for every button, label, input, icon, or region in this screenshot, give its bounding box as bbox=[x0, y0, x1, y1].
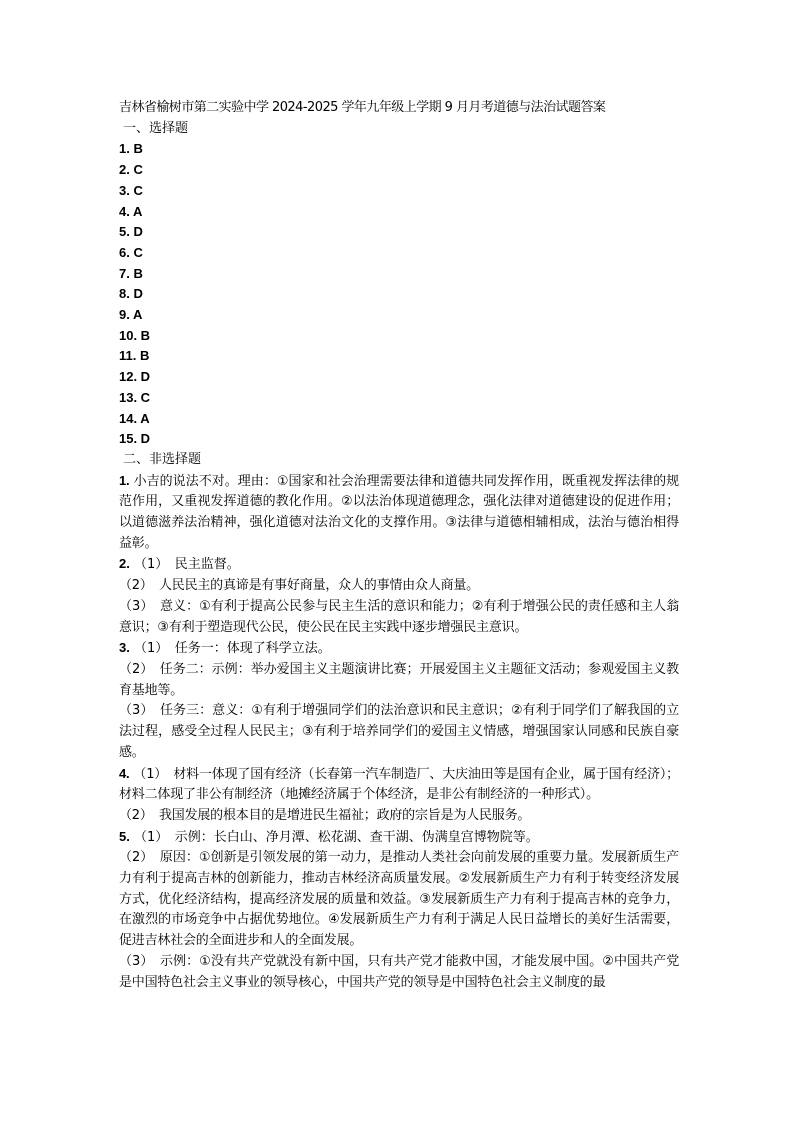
section-heading-nonchoice: 二、非选择题 bbox=[123, 451, 202, 467]
choice-answer: 7. B bbox=[119, 265, 143, 281]
answer-text: 小吉的说法不对。理由：①国家和社会治理需要法律和道德共同发挥作用，既重视发挥法律的规范作用，又重视发挥道德的教化作用。②以法治体现道德理念，强化法律对道德建设的促进作用；以道德滋养法治精神，强化道德对法治文化的支撑作用。③法律与道德相辅相成，法治与德治相得益彰。 bbox=[119, 473, 679, 551]
document-title: 吉林省榆树市第二实验中学 2024-2025 学年九年级上学期 9 月月考道德与法治试题答案 bbox=[119, 100, 606, 115]
choice-answer: 10. B bbox=[119, 327, 151, 343]
question-number: 3. bbox=[119, 640, 130, 656]
choice-answer: 3. C bbox=[119, 182, 143, 198]
answer-document bbox=[119, 98, 679, 993]
choice-answer: 12. D bbox=[119, 369, 151, 385]
answer-text: （1） 任务一：体现了科学立法。 bbox=[133, 641, 331, 657]
choice-answer: 14. A bbox=[119, 410, 150, 426]
question-number: 5. bbox=[119, 828, 130, 844]
answer-text: （1） 民主监督。 bbox=[133, 557, 240, 573]
choice-answer: 11. B bbox=[119, 348, 150, 364]
question-2-part-3: （3） 意义：①有利于提高公民参与民主生活的意识和能力；②有利于增强公民的责任感和主人翁意识；③有利于塑造现代公民，使公民在民主实践中逐步增强民主意识。 bbox=[119, 598, 679, 635]
choice-answer: 8. D bbox=[119, 286, 143, 302]
choice-answer: 6. C bbox=[119, 244, 143, 260]
choice-answer-list bbox=[119, 139, 679, 450]
question-5-part-2: （2） 原因：①创新是引领发展的第一动力，是推动人类社会向前发展的重要力量。发展新质生产力有利于提高吉林的创新能力，推动吉林经济高质量发展。②发展新质生产力有利于转变经济发展方式，优化经济结构，提高经济发展的质量和效益。③发展新质生产力有利于提高吉林的竞争力，在激烈的市场竞争中占据优势地位。④发展新质生产力有利于满足人民日益增长的美好生活需要，促进吉林社会的全面进步和人的全面发展。 bbox=[119, 850, 679, 949]
question-3-part-1 bbox=[119, 638, 679, 660]
question-2-part-2: （2） 人民民主的真谛是有事好商量，众人的事情由众人商量。 bbox=[119, 578, 479, 594]
question-4-part-1 bbox=[119, 764, 679, 806]
question-number: 1. bbox=[119, 472, 130, 488]
answer-text: （1） 示例：长白山、净月潭、松花湖、查干湖、伪满皇宫博物院等。 bbox=[133, 829, 539, 845]
question-2-part-1 bbox=[119, 554, 679, 576]
answer-text: （1） 材料一体现了国有经济（长春第一汽车制造厂、大庆油田等是国有企业，属于国有经济）；材料二体现了非公有制经济（地摊经济属于个体经济，是非公有制经济的一种形式）。 bbox=[119, 766, 679, 803]
question-3-part-3: （3） 任务三：意义：①有利于增强同学们的法治意识和民主意识；②有利于同学们了解我国的立法过程，感受全过程人民民主；③有利于培养同学们的爱国主义情感，增强国家认同感和民族自豪感。 bbox=[119, 703, 679, 760]
question-5-part-3: （3） 示例：①没有共产党就没有新中国，只有共产党才能救中国，才能发展中国。②中国共产党是中国特色社会主义事业的领导核心，中国共产党的领导是中国特色社会主义制度的最 bbox=[119, 953, 679, 990]
question-4-part-2: （2） 我国发展的根本目的是增进民生福祉；政府的宗旨是为人民服务。 bbox=[119, 807, 531, 823]
choice-answer: 5. D bbox=[119, 224, 143, 240]
question-number: 2. bbox=[119, 556, 130, 572]
section-heading-choice: 一、选择题 bbox=[123, 120, 189, 136]
choice-answer: 9. A bbox=[119, 307, 143, 323]
choice-answer: 2. C bbox=[119, 162, 143, 178]
choice-answer: 4. A bbox=[119, 203, 143, 219]
question-3-part-2: （2） 任务二：示例：举办爱国主义主题演讲比赛；开展爱国主义主题征文活动；参观爱国主义教育基地等。 bbox=[119, 661, 679, 698]
question-5-part-1 bbox=[119, 827, 679, 849]
choice-answer: 1. B bbox=[119, 141, 143, 157]
question-number: 4. bbox=[119, 765, 130, 781]
question-1-answer bbox=[119, 471, 679, 555]
choice-answer: 13. C bbox=[119, 389, 151, 405]
choice-answer: 15. D bbox=[119, 431, 151, 447]
